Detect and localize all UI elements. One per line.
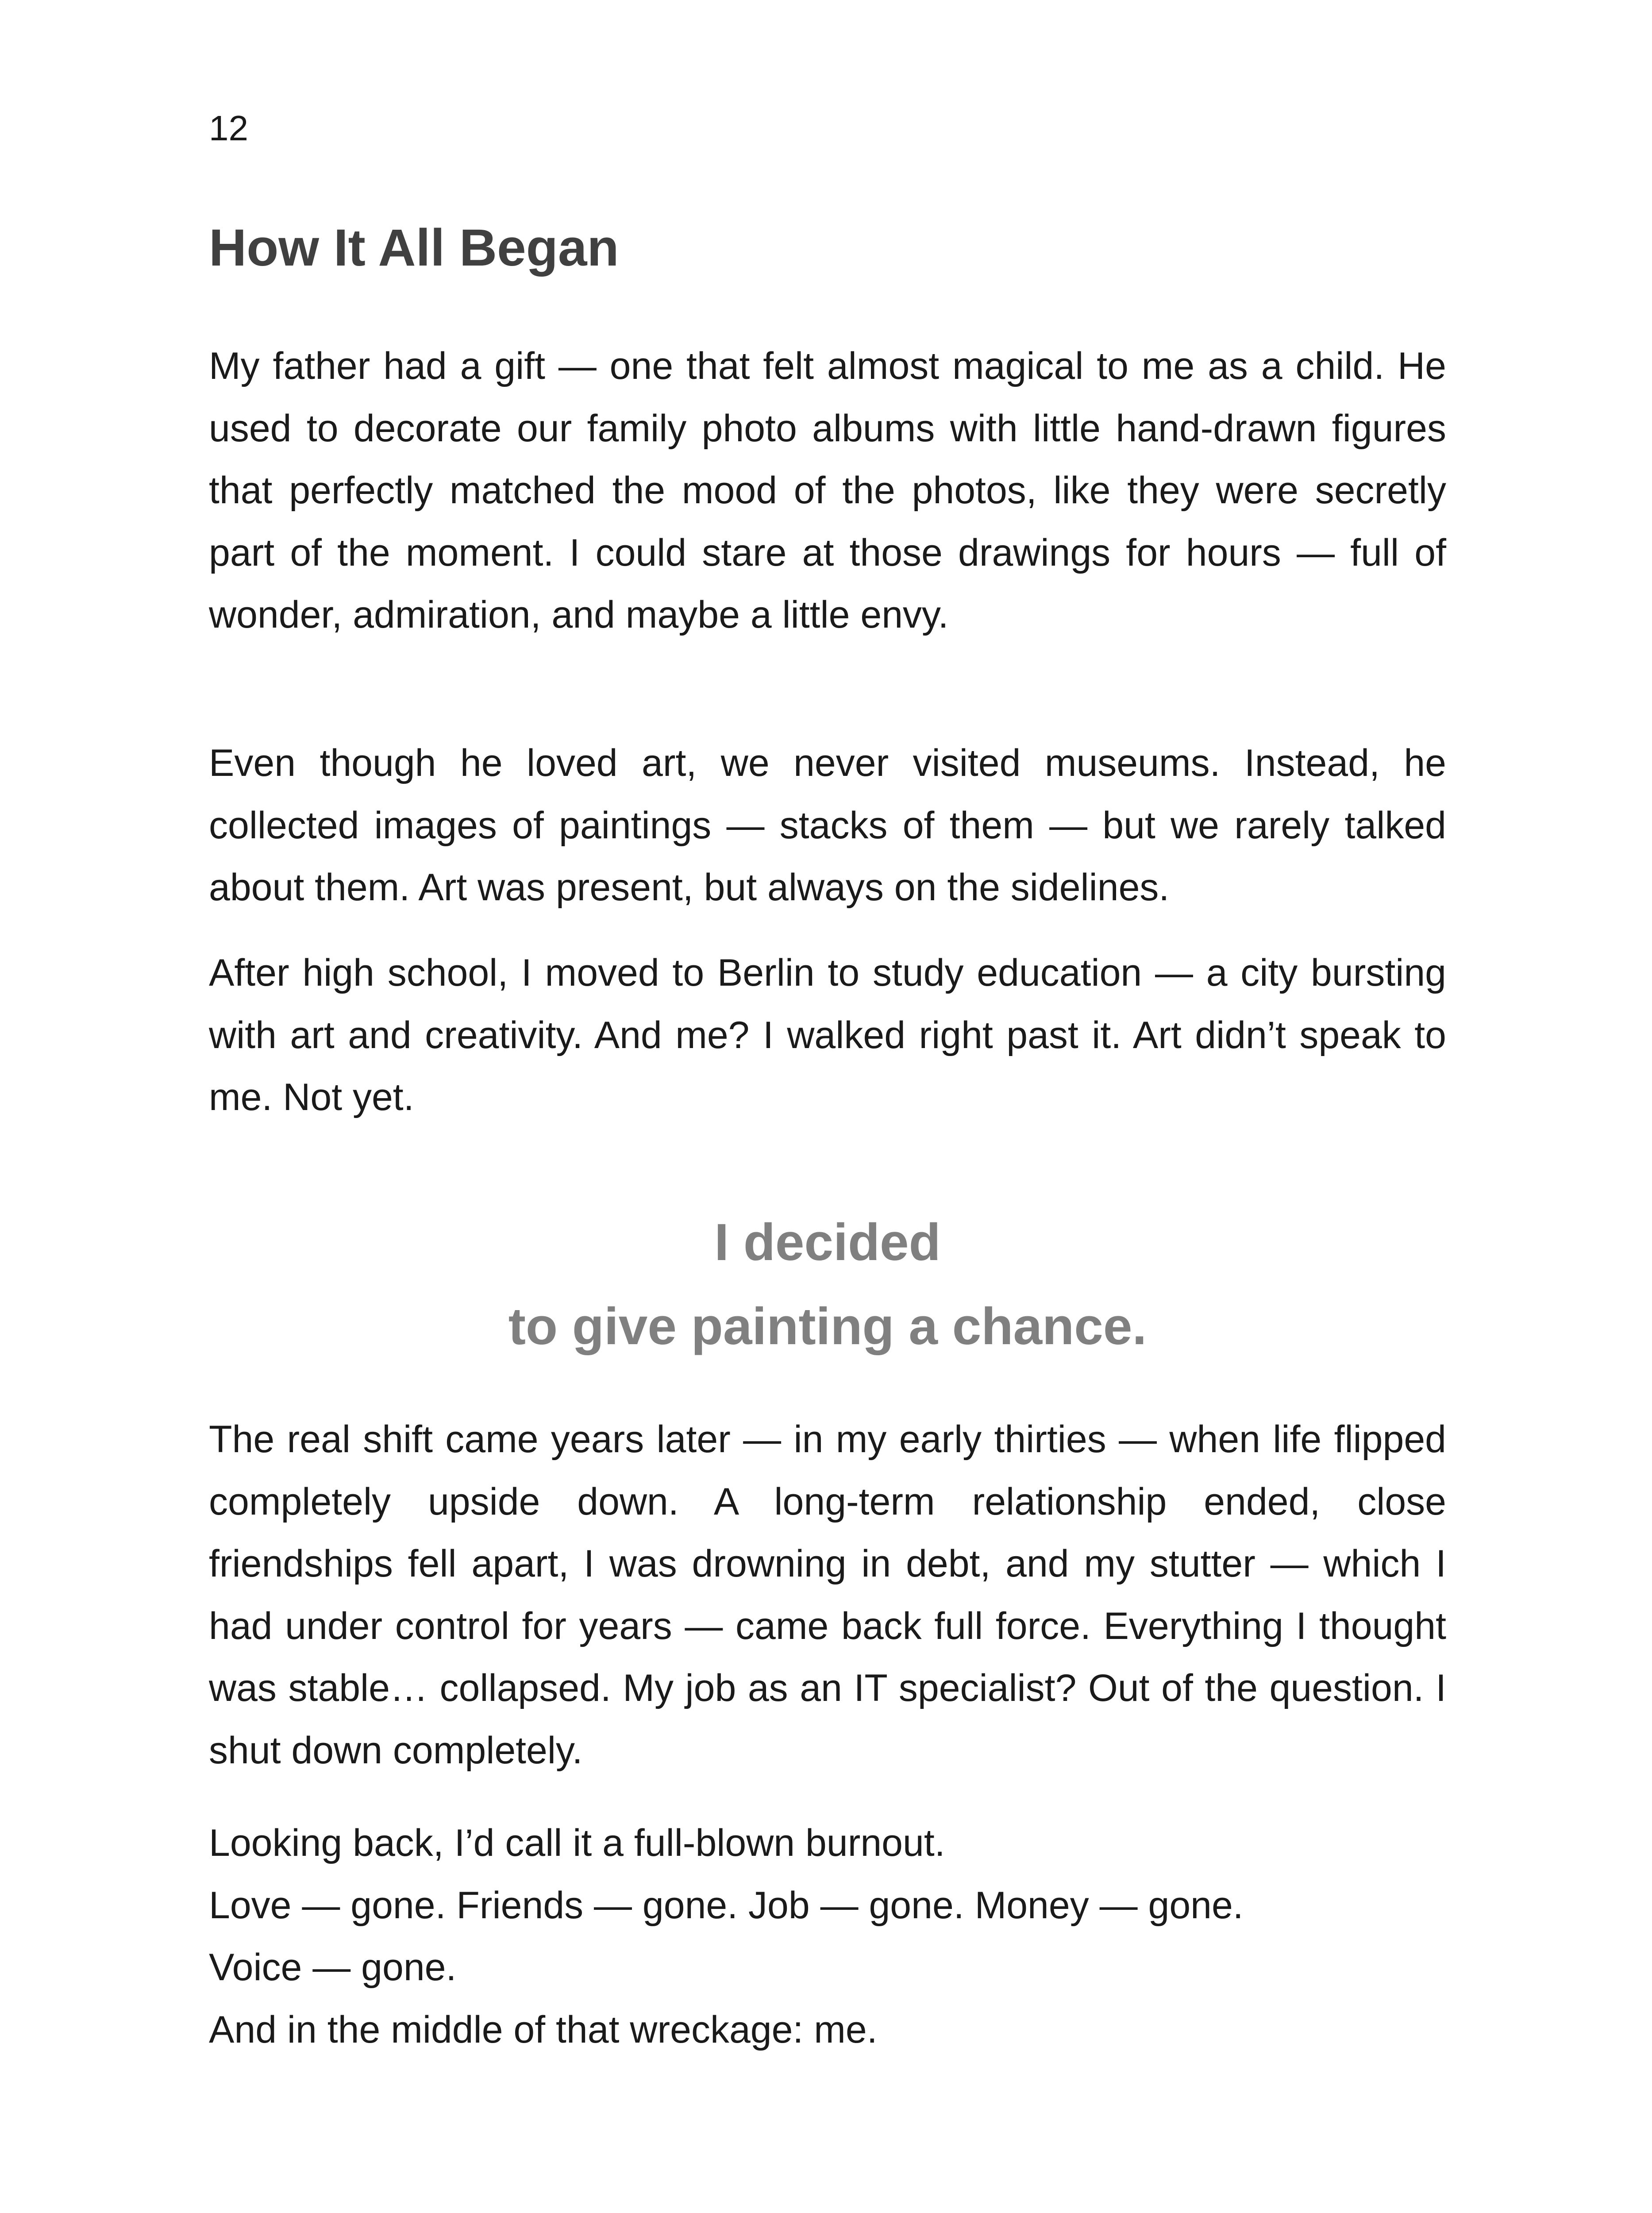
- paragraph-father-gift: My father had a gift — one that felt almost magical to me as a child. He used to decorate our family photo albums with little hand-drawn figures that perfectly matched the mood of the photos, like they were secretly part of the moment. I could stare at those drawings for hours — full of wonder, admiration, and maybe a little envy.: [209, 345, 1446, 636]
- paragraph-real-shift: The real shift came years later — in my early thirties — when life flipped completely upside down. A long-term relationship ended, close friendships fell apart, I was drowning in debt, and my stutter — which I had under control for years — came back full force. Everything I thought was stable… collapsed. My job as an IT specialist? Out of the question. I shut down completely.: [209, 1418, 1446, 1772]
- paragraph-berlin: After high school, I moved to Berlin to study education — a city bursting with art and creativity. And me? I walked right past it. Art didn’t speak to me. Not yet.: [209, 952, 1446, 1118]
- closing-line-wreckage: And in the middle of that wreckage: me.: [209, 2008, 878, 2051]
- pull-quote-line-2: to give painting a chance.: [508, 1297, 1147, 1356]
- paragraph-museums: Even though he loved art, we never visited museums. Instead, he collected images of paintings — stacks of them — but we rarely talked about them. Art was present, but always on the sidelines.: [209, 742, 1446, 909]
- closing-line-losses: Love — gone. Friends — gone. Job — gone. Money — gone.: [209, 1884, 1244, 1927]
- closing-lines: [209, 1812, 1446, 2061]
- page-number: 12: [209, 108, 248, 148]
- pull-quote-line-1: I decided: [714, 1213, 941, 1272]
- pull-quote: [209, 1200, 1446, 1369]
- chapter-title: How It All Began: [209, 219, 619, 277]
- closing-line-voice: Voice — gone.: [209, 1946, 457, 1989]
- closing-line-burnout: Looking back, I’d call it a full-blown burnout.: [209, 1822, 945, 1864]
